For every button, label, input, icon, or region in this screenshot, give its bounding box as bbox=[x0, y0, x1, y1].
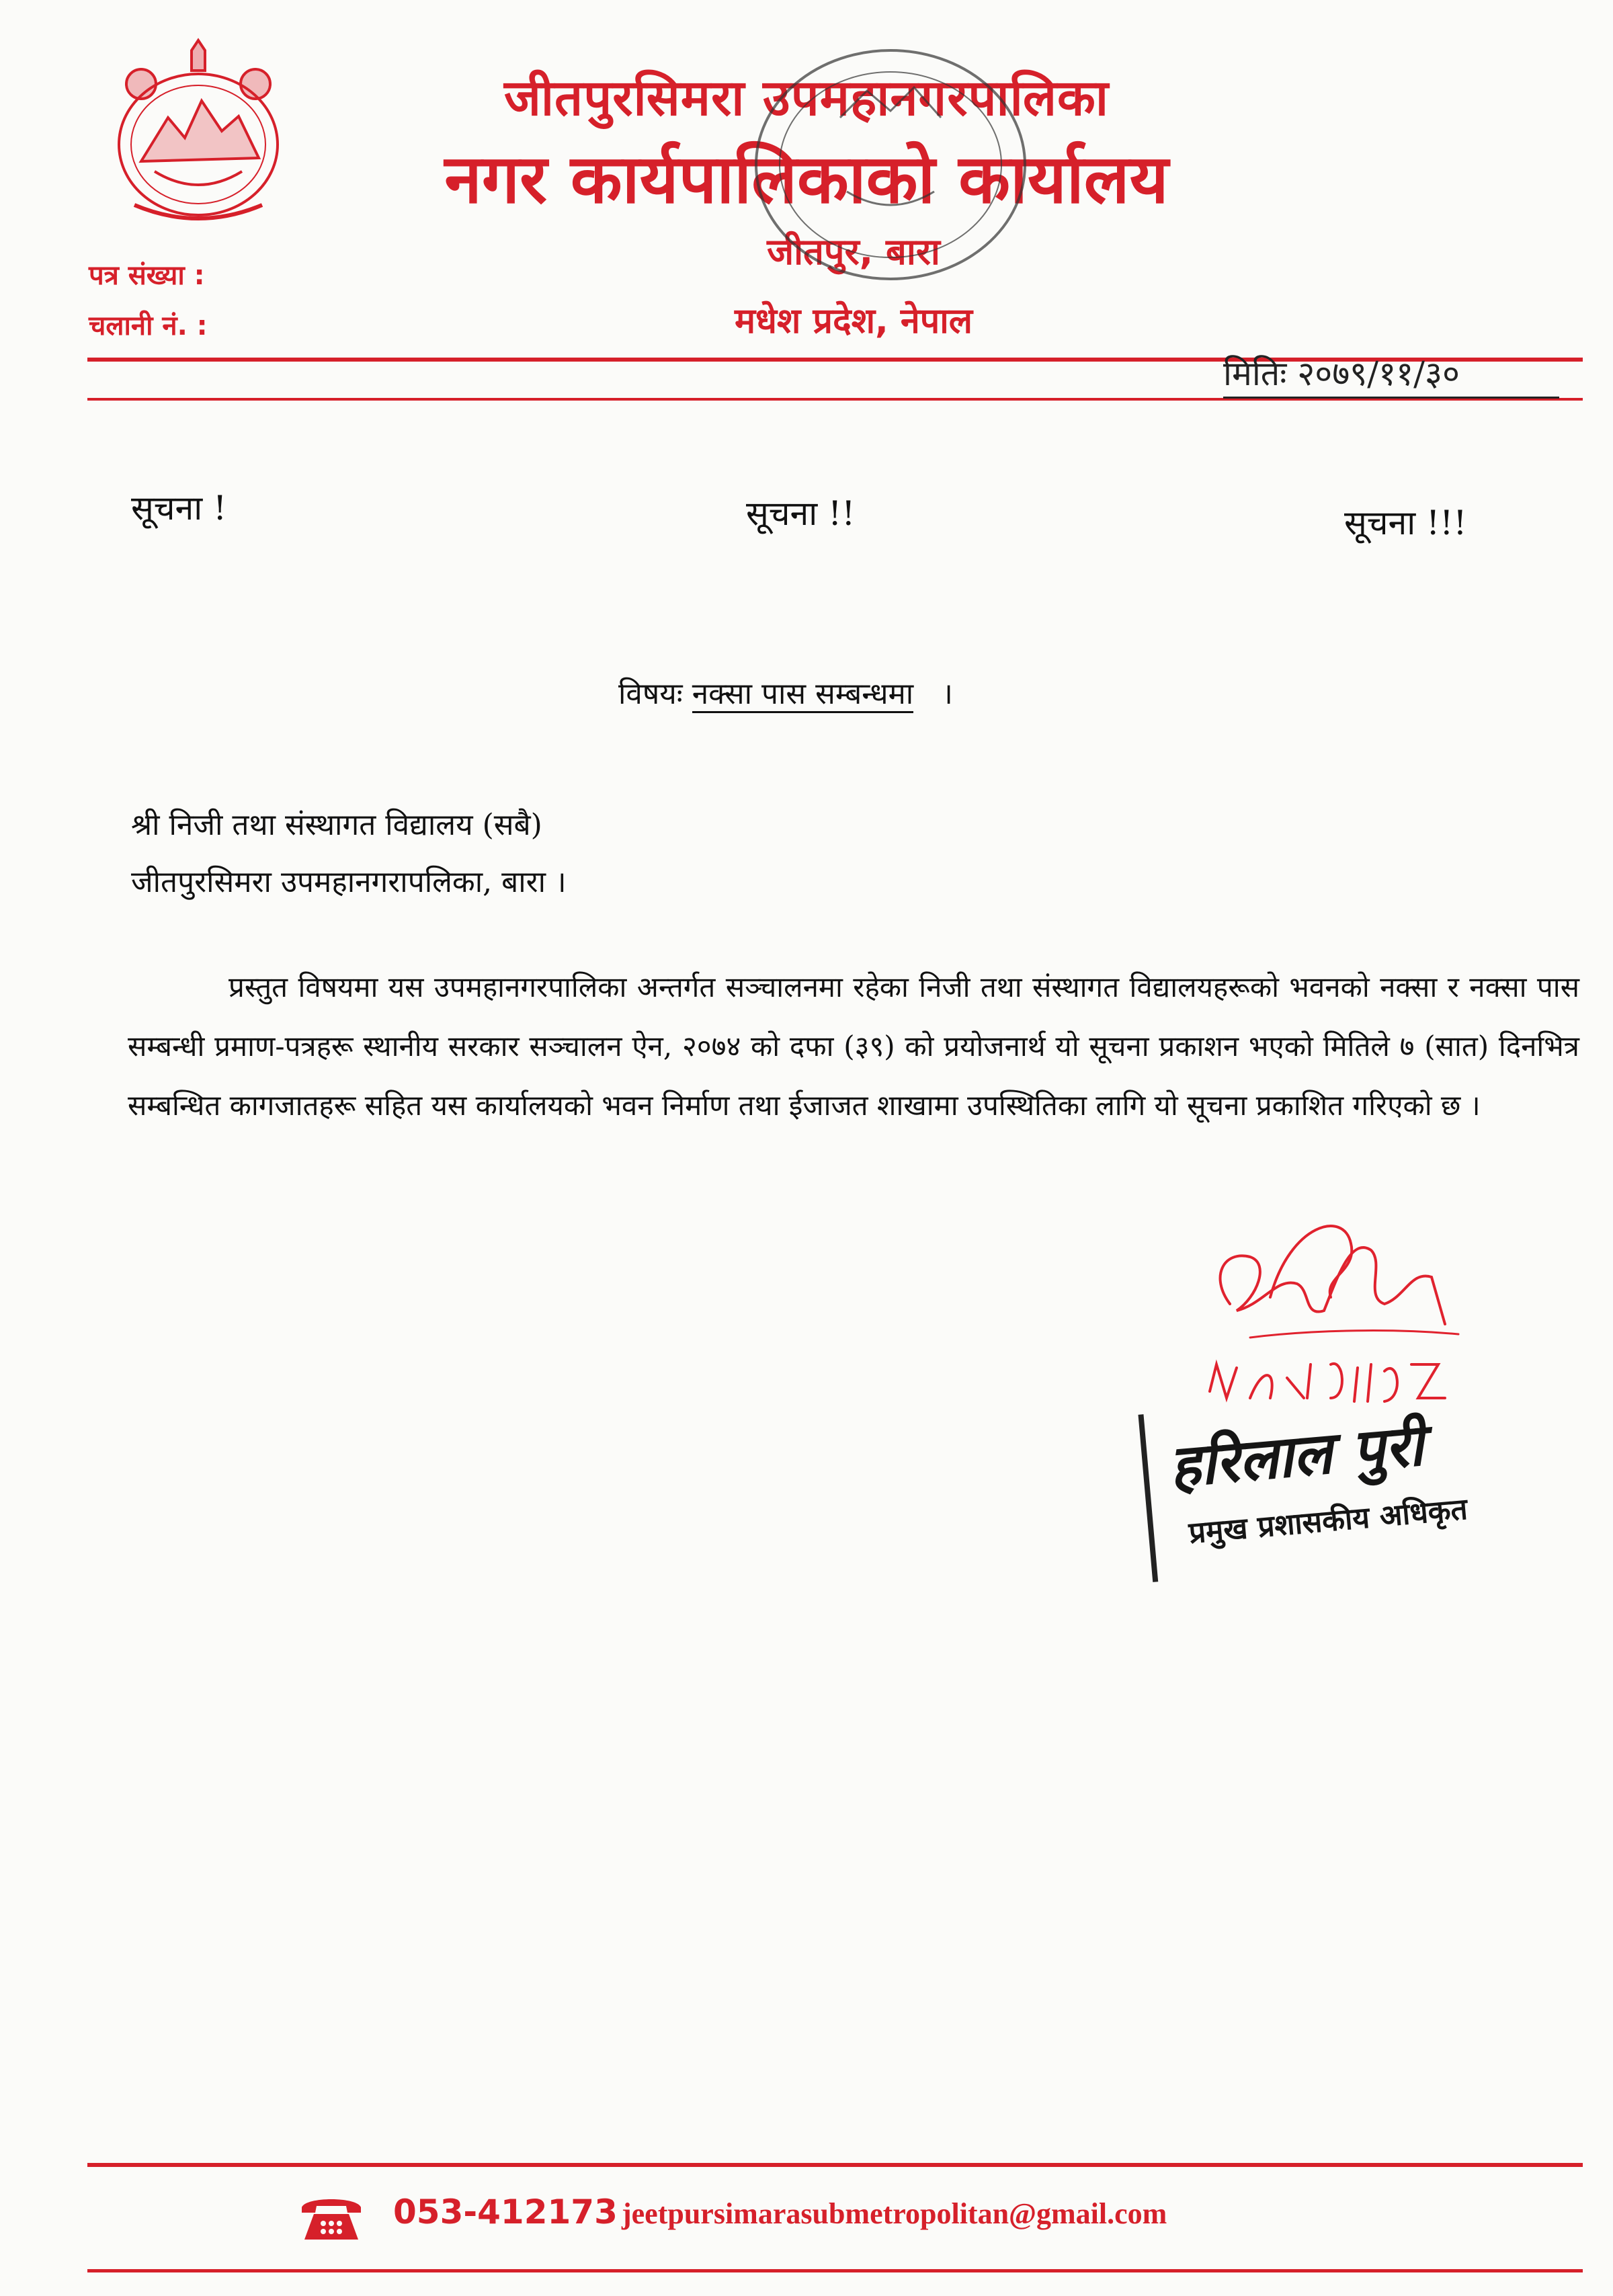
letter-number-label: पत्र संख्या : bbox=[89, 260, 205, 291]
office-city: जीतपुर, बारा bbox=[767, 231, 940, 273]
recipient-line-1: श्री निजी तथा संस्थागत विद्यालय (सबै) bbox=[131, 808, 542, 842]
notice-body-paragraph: प्रस्तुत विषयमा यस उपमहानगरपालिका अन्तर्गत सञ्चालनमा रहेका निजी तथा संस्थागत विद्यालयहरूको भवनको नक्सा र नक्सा पास सम्बन्धी प्रमाण-पत्रहरू स्थानीय सरकार सञ्चालन ऐन, २०७४ को दफा (३९) को प्रयोजनार्थ यो सूचना प्रकाशन भएको मितिले ७ (सात) दिनभित्र सम्बन्धित कागजातहरू सहित यस कार्यालयको भवन निर्माण तथा ईजाजत शाखामा उपस्थितिका लागि यो सूचना प्रकाशित गरिएको छ । bbox=[128, 971, 1579, 1122]
letter-date: मितिः २०७९/११/३० bbox=[1223, 350, 1559, 399]
subject-value: नक्सा पास सम्बन्धमा bbox=[692, 677, 914, 713]
notice-heading-1: सूचना ! bbox=[131, 489, 227, 528]
recipient-line-2: जीतपुरसिमरा उपमहानगरापलिका, बारा । bbox=[131, 865, 567, 899]
officer-name: हरिलाल पुरी bbox=[1167, 1411, 1426, 1501]
notice-heading-3: सूचना !!! bbox=[1344, 503, 1467, 542]
subject-end: । bbox=[942, 677, 953, 711]
telephone-icon bbox=[299, 2192, 364, 2242]
office-seal-icon bbox=[746, 37, 1035, 292]
footer-email: jeetpursimarasubmetropolitan@gmail.com bbox=[622, 2197, 1167, 2230]
footer-phone: 053-412173 bbox=[393, 2192, 618, 2231]
officer-title: प्रमुख प्रशासकीय अधिकृत bbox=[1187, 1491, 1469, 1551]
stamp-bracket bbox=[1138, 1414, 1158, 1582]
dispatch-number-label: चलानी नं. : bbox=[89, 311, 208, 341]
footer-divider bbox=[87, 2163, 1583, 2167]
officer-name-stamp bbox=[1136, 1352, 1563, 1602]
notice-heading-2: सूचना !! bbox=[746, 494, 856, 533]
office-province: मधेश प्रदेश, नेपाल bbox=[734, 301, 973, 341]
subject-line bbox=[618, 672, 1089, 712]
footer-bottom-rule bbox=[87, 2269, 1583, 2272]
municipality-name: जीतपुरसिमरा उपमहानगरपालिका bbox=[503, 69, 1109, 127]
subject-label: विषयः bbox=[618, 677, 683, 711]
office-name: नगर कार्यपालिकाको कार्यालय bbox=[444, 140, 1169, 218]
